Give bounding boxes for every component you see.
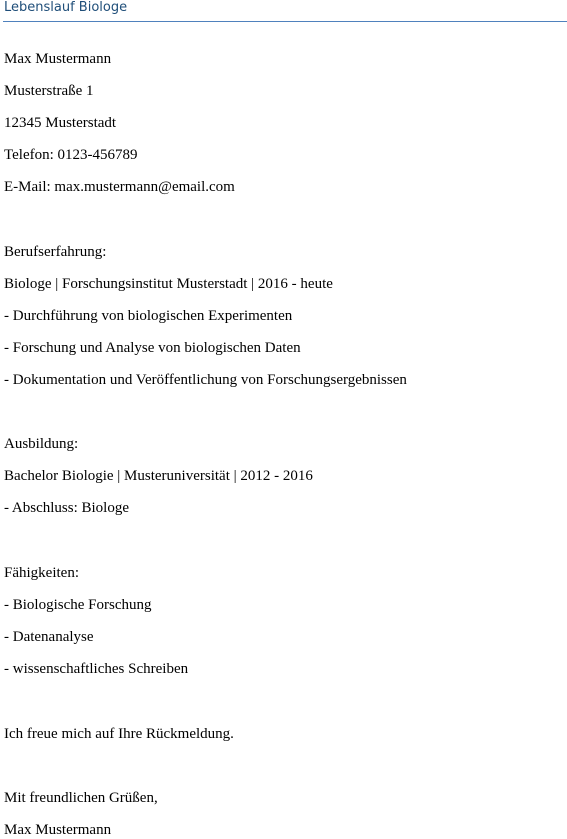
experience-item: - Dokumentation und Veröffentlichung von Forschungsergebnissen — [4, 372, 407, 388]
closing-text: Ich freue mich auf Ihre Rückmeldung. — [4, 726, 234, 742]
skills-item: - Biologische Forschung — [4, 597, 152, 613]
header-title: Lebenslauf Biologe — [4, 0, 128, 15]
contact-city: 12345 Musterstadt — [4, 115, 117, 131]
skills-item: - wissenschaftliches Schreiben — [4, 661, 189, 677]
experience-item: - Forschung und Analyse von biologischen Daten — [4, 340, 301, 356]
education-degree: Bachelor Biologie | Musteruniversität | 2012 - 2016 — [4, 468, 313, 484]
experience-heading: Berufserfahrung: — [4, 244, 107, 260]
contact-street: Musterstraße 1 — [4, 83, 94, 99]
skills-item: - Datenanalyse — [4, 629, 94, 645]
experience-position: Biologe | Forschungsinstitut Musterstadt | 2016 - heute — [4, 276, 333, 292]
experience-item: - Durchführung von biologischen Experimenten — [4, 308, 293, 324]
contact-name: Max Mustermann — [4, 51, 112, 67]
skills-heading: Fähigkeiten: — [4, 565, 79, 581]
closing-greeting: Mit freundlichen Grüßen, — [4, 790, 158, 806]
contact-phone: Telefon: 0123-456789 — [4, 147, 138, 163]
contact-email: E-Mail: max.mustermann@email.com — [4, 179, 235, 195]
education-heading: Ausbildung: — [4, 436, 79, 452]
signature: Max Mustermann — [4, 822, 112, 838]
page-header — [3, 0, 567, 22]
education-item: - Abschluss: Biologe — [4, 500, 130, 516]
